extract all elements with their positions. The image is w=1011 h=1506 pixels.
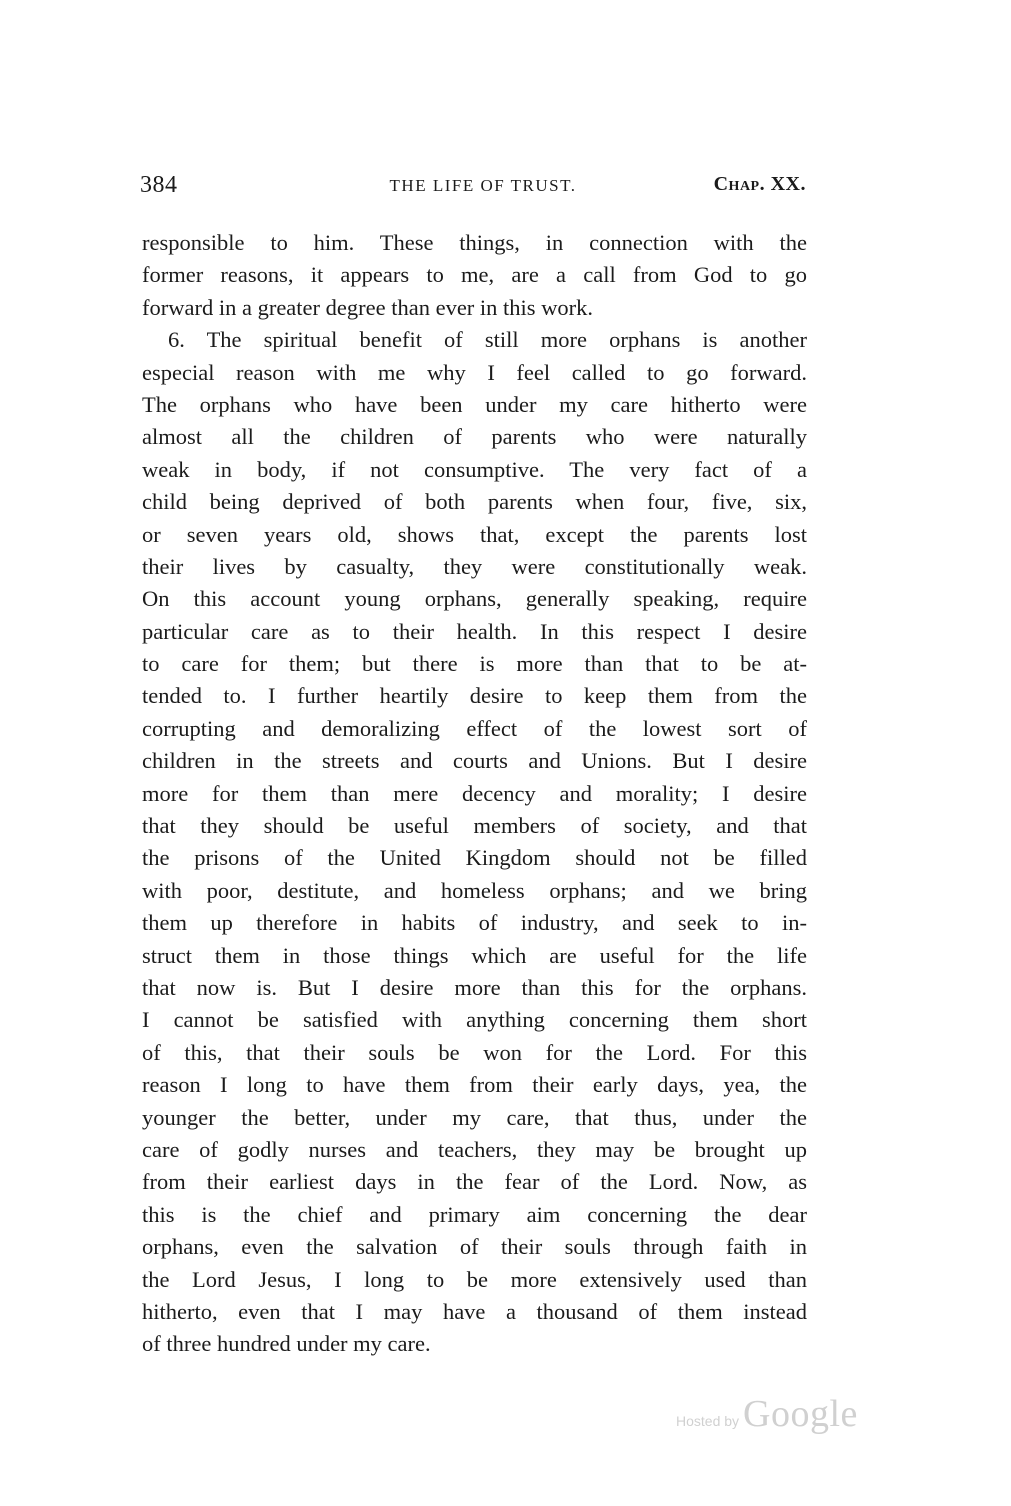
text-line: tended to. I further heartily desire to keep them from the <box>142 683 807 709</box>
text-line: with poor, destitute, and homeless orphans; and we bring <box>142 877 807 903</box>
text-line: On this account young orphans, generally speaking, require <box>142 586 807 612</box>
text-line: or seven years old, shows that, except the parents lost <box>142 521 807 547</box>
text-line: from their earliest days in the fear of the Lord. Now, as <box>142 1169 807 1195</box>
text-line: children in the streets and courts and Unions. But I desire <box>142 748 807 774</box>
text-line: that they should be useful members of society, and that <box>142 813 807 839</box>
hosted-by-label: Hosted by <box>676 1413 740 1429</box>
text-line: them up therefore in habits of industry, and seek to in- <box>142 910 807 936</box>
text-line: especial reason with me why I feel called to go forward. <box>142 359 807 385</box>
page-number: 384 <box>140 172 178 198</box>
text-line: forward in a greater degree than ever in this work. <box>142 294 594 320</box>
text-line: former reasons, it appears to me, are a call from God to go <box>142 262 807 288</box>
text-line: care of godly nurses and teachers, they may be brought up <box>142 1136 807 1162</box>
text-line: this is the chief and primary aim concerning the dear <box>142 1201 807 1227</box>
text-line: reason I long to have them from their early days, yea, the <box>142 1072 807 1098</box>
text-line: The orphans who have been under my care hitherto were <box>142 391 807 417</box>
text-line: to care for them; but there is more than that to be at- <box>142 651 807 677</box>
text-line: of this, that their souls be won for the Lord. For this <box>142 1039 807 1065</box>
text-line: responsible to him. These things, in connection with the <box>142 230 807 255</box>
text-line: more for them than mere decency and morality; I desire <box>142 780 807 806</box>
running-head <box>140 172 806 202</box>
text-line: child being deprived of both parents when four, five, six, <box>142 489 807 515</box>
text-line: particular care as to their health. In this respect I desire <box>142 618 807 644</box>
google-logo: Google <box>743 1393 858 1435</box>
text-line: the prisons of the United Kingdom should not be filled <box>142 845 807 871</box>
text-line: that now is. But I desire more than this for the orphans. <box>142 974 807 1000</box>
text-line: almost all the children of parents who were naturally <box>142 424 807 450</box>
text-line: 6. The spiritual benefit of still more orphans is another <box>168 327 807 353</box>
hosted-by-google-watermark <box>676 1392 858 1435</box>
text-line: the Lord Jesus, I long to be more extensively used than <box>142 1266 807 1292</box>
text-line: younger the better, under my care, that thus, under the <box>142 1104 807 1130</box>
chapter-label: Chap. XX. <box>713 173 806 195</box>
text-line: corrupting and demoralizing effect of the lowest sort of <box>142 715 807 741</box>
text-line: orphans, even the salvation of their souls through faith in <box>142 1234 807 1260</box>
text-line: weak in body, if not consumptive. The very fact of a <box>142 456 807 482</box>
text-line: of three hundred under my care. <box>142 1331 431 1357</box>
text-line: their lives by casualty, they were constitutionally weak. <box>142 553 807 579</box>
body-text <box>142 227 807 1361</box>
running-title: THE LIFE OF TRUST. <box>389 176 577 195</box>
text-line: hitherto, even that I may have a thousand of them instead <box>142 1298 807 1324</box>
text-line: I cannot be satisfied with anything concerning them short <box>142 1007 807 1033</box>
text-line: struct them in those things which are useful for the life <box>142 942 807 968</box>
